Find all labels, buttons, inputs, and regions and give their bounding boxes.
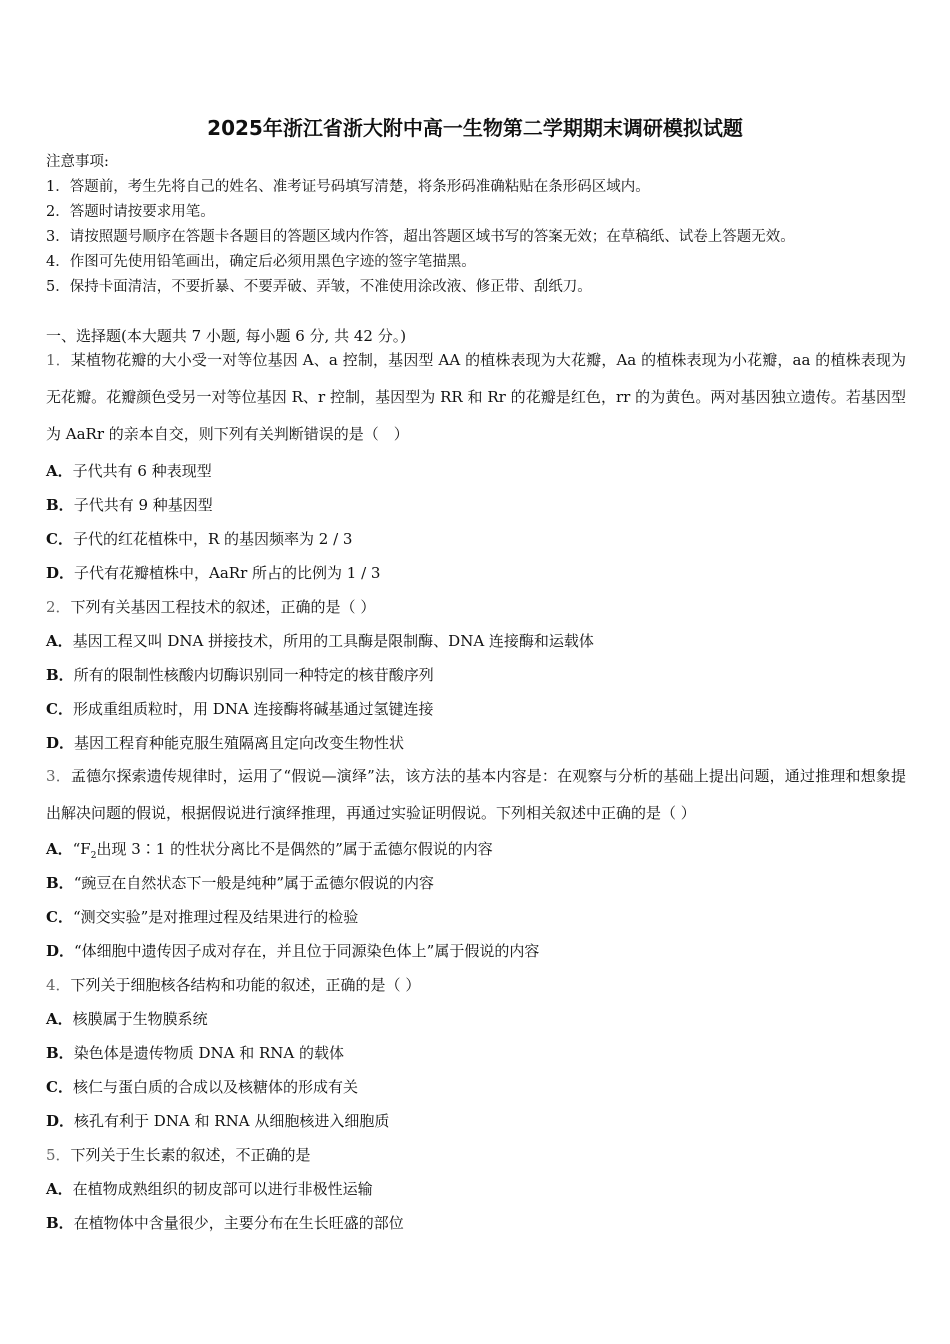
question-5: [46, 1144, 311, 1165]
question-number: 4．: [46, 976, 71, 994]
option-text: 子代共有 6 种表现型: [72, 462, 212, 480]
option-3a[interactable]: [46, 838, 493, 861]
question-2: [46, 596, 375, 617]
option-text: 核膜属于生物膜系统: [72, 1010, 208, 1028]
question-3: [46, 758, 906, 832]
subscript: 2: [90, 851, 97, 861]
option-4a[interactable]: [46, 1008, 208, 1029]
question-1: [46, 342, 906, 453]
notice-item: 4．作图可先使用铅笔画出，确定后必须用黑色字迹的签字笔描黑。: [46, 254, 476, 270]
notice-item: 5．保持卡面清洁，不要折暴、不要弄破、弄皱，不准使用涂改液、修正带、刮纸刀。: [46, 279, 592, 295]
option-text: “体细胞中遗传因子成对存在，并且位于同源染色体上”属于假说的内容: [74, 942, 540, 960]
option-text: “测交实验”是对推理过程及结果进行的检验: [72, 908, 359, 926]
option-letter: B．: [46, 666, 74, 684]
option-text: 在植物体中含量很少，主要分布在生长旺盛的部位: [73, 1214, 404, 1232]
option-letter: D．: [46, 942, 75, 960]
question-stem: 某植物花瓣的大小受一对等位基因 A、a 控制，基因型 AA 的植株表现为大花瓣，Aa 的植株表现为小花瓣，aa 的植株表现为无花瓣。花瓣颜色受另一对等位基因 R、r 控制，基因型为 RR 和 Rr 的花瓣是红色，rr 的为黄色。两对基因独立遗传。若基因型为 AaRr 的亲本自交，则下列有关判断错误的是（ ）: [46, 351, 907, 443]
question-number: 2．: [46, 598, 71, 616]
option-text: 子代的红花植株中，R 的基因频率为 2 / 3: [72, 530, 353, 548]
option-text: 基因工程育种能克服生殖隔离且定向改变生物性状: [74, 734, 405, 752]
option-text-prefix: “F: [72, 840, 91, 858]
option-1b[interactable]: [46, 494, 213, 515]
option-text: 子代有花瓣植株中，AaRr 所占的比例为 1 / 3: [74, 564, 381, 582]
option-1a[interactable]: [46, 460, 212, 481]
option-text: 核仁与蛋白质的合成以及核糖体的形成有关: [72, 1078, 358, 1096]
option-text: “豌豆在自然状态下一般是纯种”属于孟德尔假说的内容: [73, 874, 435, 892]
option-letter: B．: [46, 496, 74, 514]
option-letter: B．: [46, 1214, 74, 1232]
option-text: 出现 3∶1 的性状分离比不是偶然的”属于孟德尔假说的内容: [96, 840, 493, 858]
option-text: 核孔有利于 DNA 和 RNA 从细胞核进入细胞质: [74, 1112, 390, 1130]
option-letter: C．: [46, 1078, 73, 1096]
option-2d[interactable]: [46, 732, 404, 753]
question-4: [46, 974, 420, 995]
page-title: 2025年浙江省浙大附中高一生物第二学期期末调研模拟试题: [207, 116, 743, 140]
option-5a[interactable]: [46, 1178, 373, 1199]
question-number: 3．: [46, 767, 71, 785]
option-text: 在植物成熟组织的韧皮部可以进行非极性运输: [72, 1180, 373, 1198]
option-4b[interactable]: [46, 1042, 344, 1063]
option-3d[interactable]: [46, 940, 539, 961]
option-4c[interactable]: [46, 1076, 358, 1097]
option-letter: C．: [46, 908, 73, 926]
option-3c[interactable]: [46, 906, 358, 927]
option-letter: B．: [46, 1044, 74, 1062]
section-heading: 一、选择题(本大题共 7 小题, 每小题 6 分, 共 42 分。): [46, 327, 407, 345]
option-letter: A．: [46, 1180, 73, 1198]
option-2a[interactable]: [46, 630, 594, 651]
option-text: 形成重组质粒时，用 DNA 连接酶将碱基通过氢键连接: [72, 700, 434, 718]
option-letter: A．: [46, 632, 73, 650]
question-number: 1．: [46, 351, 71, 369]
option-letter: A．: [46, 462, 73, 480]
option-1c[interactable]: [46, 528, 352, 549]
notice-item: 1．答题前，考生先将自己的姓名、准考证号码填写清楚，将条形码准确粘贴在条形码区域内。: [46, 179, 650, 195]
option-letter: A．: [46, 1010, 73, 1028]
notice-item: 2．答题时请按要求用笔。: [46, 204, 215, 220]
option-letter: D．: [46, 564, 75, 582]
question-stem: 孟德尔探索遗传规律时，运用了“假说—演绎”法，该方法的基本内容是：在观察与分析的基础上提出问题，通过推理和想象提出解决问题的假说，根据假说进行演绎推理，再通过实验证明假说。下列相关叙述中正确的是（ ）: [46, 767, 907, 822]
option-letter: D．: [46, 1112, 75, 1130]
option-3b[interactable]: [46, 872, 434, 893]
option-2c[interactable]: [46, 698, 433, 719]
option-text: 染色体是遗传物质 DNA 和 RNA 的载体: [73, 1044, 344, 1062]
option-text: 所有的限制性核酸内切酶识别同一种特定的核苷酸序列: [73, 666, 434, 684]
question-stem: 下列关于生长素的叙述，不正确的是: [70, 1146, 311, 1164]
notice-heading: 注意事项:: [46, 154, 109, 170]
option-letter: A．: [46, 840, 73, 858]
option-2b[interactable]: [46, 664, 434, 685]
option-5b[interactable]: [46, 1212, 404, 1233]
option-text: 子代共有 9 种基因型: [73, 496, 213, 514]
option-letter: C．: [46, 700, 73, 718]
question-number: 5．: [46, 1146, 71, 1164]
option-letter: B．: [46, 874, 74, 892]
option-letter: C．: [46, 530, 73, 548]
option-1d[interactable]: [46, 562, 380, 583]
option-text: 基因工程又叫 DNA 拼接技术，所用的工具酶是限制酶、DNA 连接酶和运载体: [72, 632, 594, 650]
question-stem: 下列关于细胞核各结构和功能的叙述，正确的是（ ）: [70, 976, 421, 994]
option-letter: D．: [46, 734, 75, 752]
notice-item: 3．请按照题号顺序在答题卡各题目的答题区域内作答，超出答题区域书写的答案无效；在草稿纸、试卷上答题无效。: [46, 229, 795, 245]
question-stem: 下列有关基因工程技术的叙述，正确的是（ ）: [70, 598, 376, 616]
option-4d[interactable]: [46, 1110, 389, 1131]
